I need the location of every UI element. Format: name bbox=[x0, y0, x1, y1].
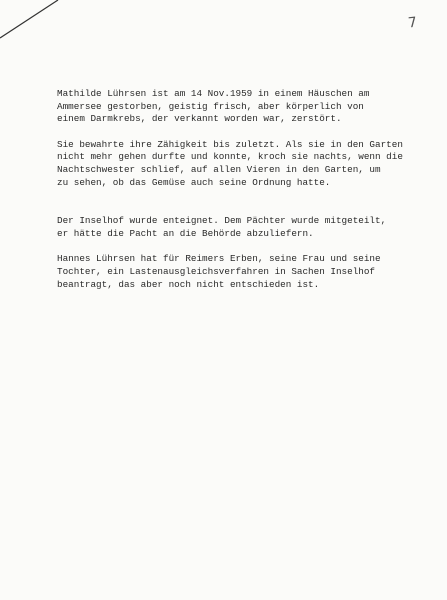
corner-fold-mark bbox=[0, 0, 60, 40]
line: zu sehen, ob das Gemüse auch seine Ordnung hatte. bbox=[57, 176, 331, 188]
line: Ammersee gestorben, geistig frisch, aber körperlich von bbox=[57, 100, 364, 112]
line: Sie bewahrte ihre Zähigkeit bis zuletzt. Als sie in den Garten bbox=[57, 138, 403, 150]
line: nicht mehr gehen durfte und konnte, kroch sie nachts, wenn die bbox=[57, 151, 403, 163]
paragraph-3 bbox=[57, 215, 437, 240]
line: Hannes Lührsen hat für Reimers Erben, seine Frau und seine bbox=[57, 253, 381, 265]
line: Der Inselhof wurde enteignet. Dem Pächter wurde mitgeteilt, bbox=[57, 215, 387, 227]
typed-text-body bbox=[57, 88, 437, 291]
line: er hätte die Pacht an die Behörde abzuliefern. bbox=[57, 227, 314, 239]
paragraph-1 bbox=[57, 88, 437, 126]
line: Tochter, ein Lastenausgleichsverfahren in Sachen Inselhof bbox=[57, 265, 376, 277]
line: beantragt, das aber noch nicht entschieden ist. bbox=[57, 278, 320, 290]
line: Nachtschwester schlief, auf allen Vieren in den Garten, um bbox=[57, 163, 381, 175]
paragraph-2 bbox=[57, 139, 437, 189]
line: Mathilde Lührsen ist am 14 Nov.1959 in einem Häuschen am bbox=[57, 88, 370, 99]
page-number: 7 bbox=[407, 14, 418, 32]
line: einem Darmkrebs, der verkannt worden war, zerstört. bbox=[57, 113, 342, 125]
paragraph-4 bbox=[57, 253, 437, 291]
